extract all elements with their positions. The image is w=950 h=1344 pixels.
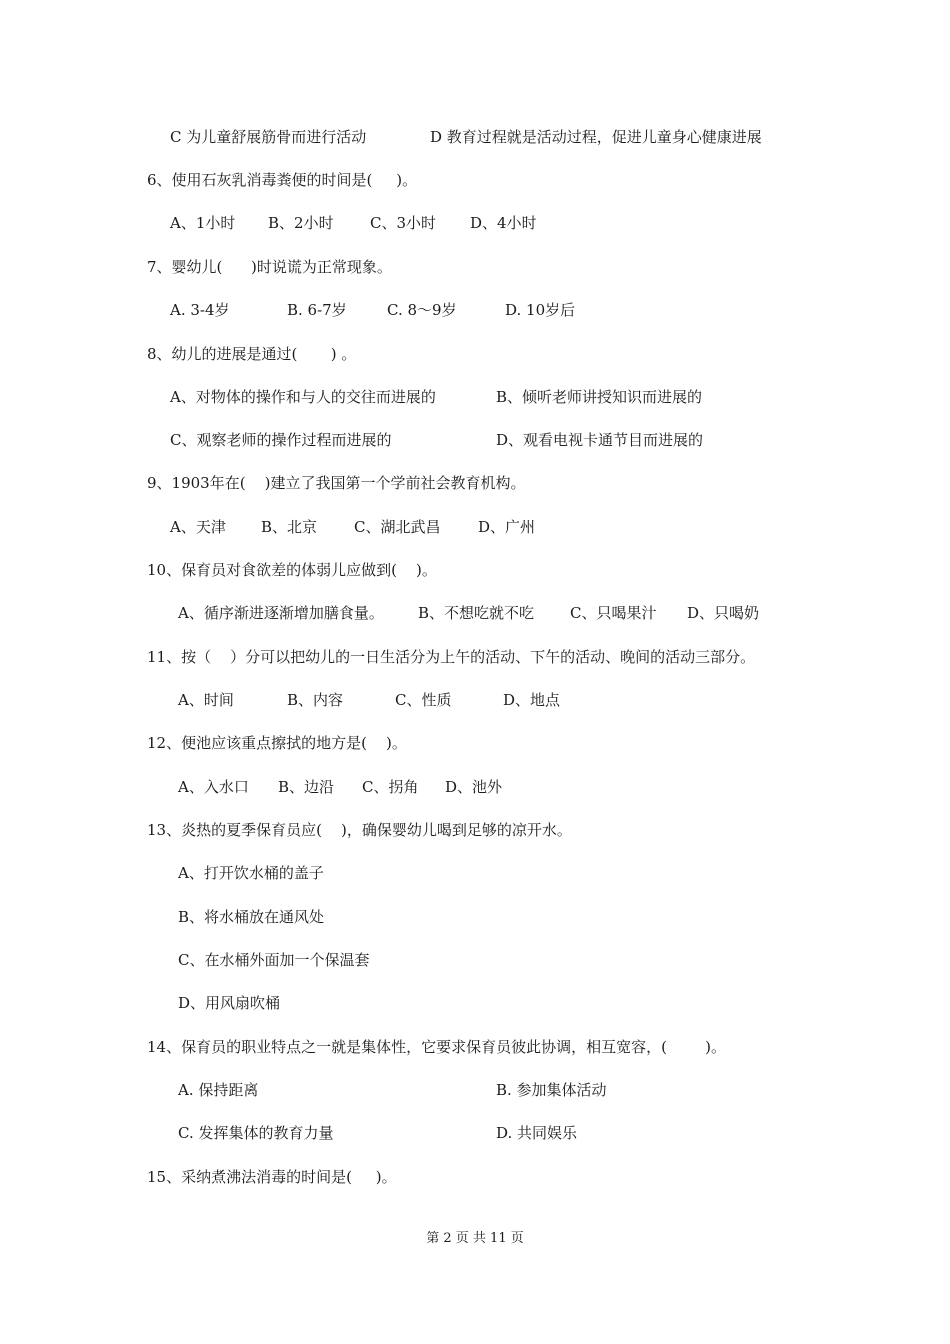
q7-option-b: B. 6-7岁 <box>287 301 347 319</box>
q6-option-d: D、4小时 <box>470 214 537 232</box>
question-9-stem: 9、1903年在( )建立了我国第一个学前社会教育机构。 <box>147 474 526 492</box>
q14-option-a: A. 保持距离 <box>178 1081 259 1099</box>
question-11-stem: 11、按（ ）分可以把幼儿的一日生活分为上午的活动、下午的活动、晚间的活动三部分。 <box>147 648 756 666</box>
q13-option-a: A、打开饮水桶的盖子 <box>178 864 324 882</box>
q5-option-d: D 教育过程就是活动过程，促进儿童身心健康进展 <box>430 128 762 146</box>
q13-option-d: D、用风扇吹桶 <box>178 994 281 1012</box>
q14-option-c: C. 发挥集体的教育力量 <box>178 1124 334 1142</box>
q8-option-a: A、对物体的操作和与人的交往而进展的 <box>170 388 436 406</box>
q6-option-c: C、3小时 <box>370 214 437 232</box>
q8-option-d: D、观看电视卡通节目而进展的 <box>496 431 704 449</box>
question-6-stem: 6、使用石灰乳消毒粪便的时间是( )。 <box>147 171 418 189</box>
q12-option-d: D、池外 <box>445 778 503 796</box>
question-10-stem: 10、保育员对食欲差的体弱儿应做到( )。 <box>147 561 437 579</box>
question-15-stem: 15、采纳煮沸法消毒的时间是( )。 <box>147 1168 397 1186</box>
q10-option-c: C、只喝果汁 <box>570 604 657 622</box>
question-14-stem: 14、保育员的职业特点之一就是集体性，它要求保育员彼此协调，相互宽容，( )。 <box>147 1038 726 1056</box>
q9-option-b: B、北京 <box>261 518 318 536</box>
question-13-stem: 13、炎热的夏季保育员应( )，确保婴幼儿喝到足够的凉开水。 <box>147 821 572 839</box>
q13-option-c: C、在水桶外面加一个保温套 <box>178 951 370 969</box>
q11-option-d: D、地点 <box>503 691 561 709</box>
q7-option-d: D. 10岁后 <box>505 301 576 319</box>
q11-option-c: C、性质 <box>395 691 452 709</box>
q9-option-d: D、广州 <box>478 518 536 536</box>
q6-option-a: A、1小时 <box>170 214 236 232</box>
q6-option-b: B、2小时 <box>268 214 334 232</box>
q8-option-c: C、观察老师的操作过程而进展的 <box>170 431 392 449</box>
question-7-stem: 7、婴幼儿( )时说谎为正常现象。 <box>147 258 392 276</box>
q13-option-b: B、将水桶放在通风处 <box>178 908 325 926</box>
q9-option-c: C、湖北武昌 <box>354 518 441 536</box>
q7-option-c: C. 8～9岁 <box>387 301 457 319</box>
question-12-stem: 12、便池应该重点擦拭的地方是( )。 <box>147 734 407 752</box>
q8-option-b: B、倾听老师讲授知识而进展的 <box>496 388 703 406</box>
q10-option-d: D、只喝奶 <box>687 604 760 622</box>
page-number: 第 2 页 共 11 页 <box>426 1231 524 1246</box>
question-8-stem: 8、幼儿的进展是通过( ) 。 <box>147 345 357 363</box>
q10-option-b: B、不想吃就不吃 <box>418 604 535 622</box>
q9-option-a: A、天津 <box>170 518 226 536</box>
q10-option-a: A、循序渐进逐渐增加膳食量。 <box>178 604 384 622</box>
q5-option-c: C 为儿童舒展筋骨而进行活动 <box>170 128 367 146</box>
q7-option-a: A. 3-4岁 <box>170 301 230 319</box>
q11-option-b: B、内容 <box>287 691 344 709</box>
q12-option-a: A、入水口 <box>178 778 249 796</box>
q14-option-d: D. 共同娱乐 <box>496 1124 578 1142</box>
q12-option-b: B、边沿 <box>278 778 335 796</box>
q14-option-b: B. 参加集体活动 <box>496 1081 607 1099</box>
q12-option-c: C、拐角 <box>362 778 419 796</box>
q11-option-a: A、时间 <box>178 691 234 709</box>
